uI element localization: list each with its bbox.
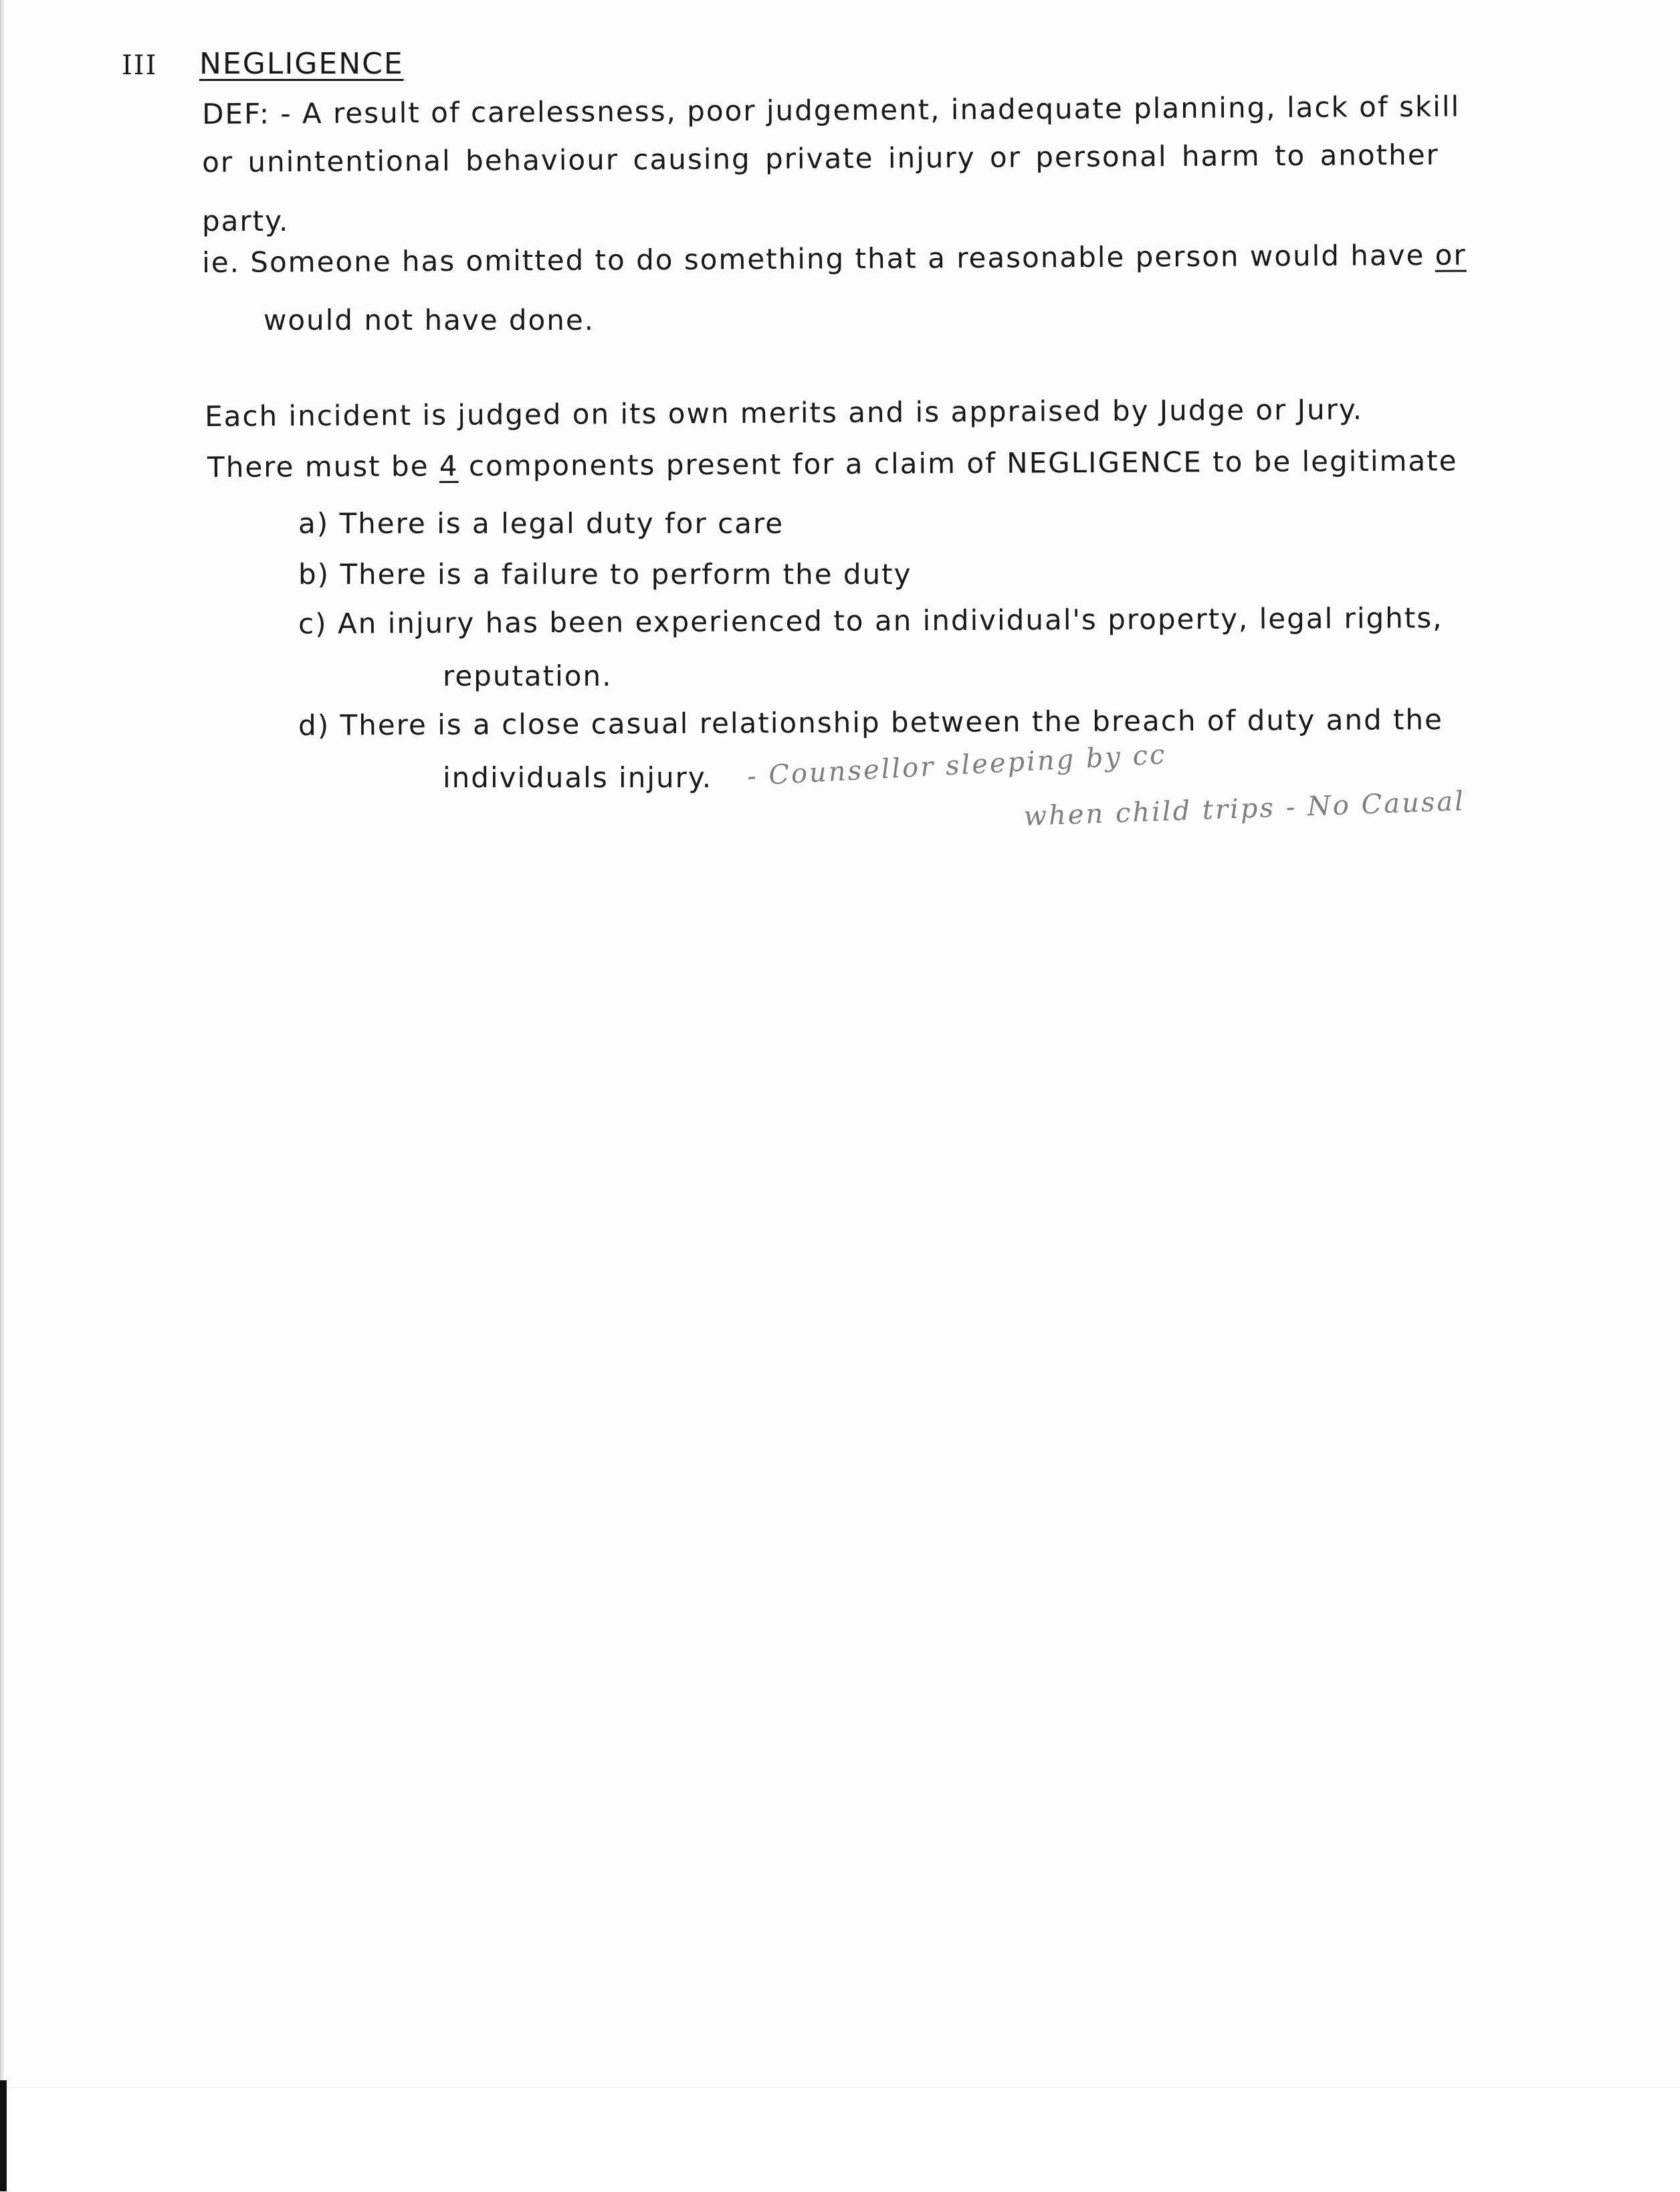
component-c-continued: reputation. [443, 660, 613, 692]
judged-line-2-end: components present for a claim of NEGLIGENCE to be legitimate [458, 444, 1458, 483]
definition-line-2: or unintentional behaviour causing private injury or personal harm to another [201, 138, 1440, 179]
judged-line-2 [207, 444, 1458, 484]
ie-or-underlined: or [1435, 238, 1467, 272]
section-number: III [122, 50, 158, 81]
scan-edge [0, 0, 4, 2191]
component-c: c) An injury has been experienced to an individual's property, legal rights, [298, 601, 1443, 640]
handwritten-note-line-2: when child trips - No Causal [1023, 785, 1466, 832]
component-a: a) There is a legal duty for care [298, 507, 784, 540]
ie-line-2: would not have done. [264, 304, 595, 336]
definition-line-3: party. [202, 205, 290, 237]
ie-line-1 [201, 238, 1467, 279]
component-d-continued: individuals injury. [443, 761, 713, 794]
component-b: b) There is a failure to perform the duty [298, 558, 912, 591]
judged-line-2-start: There must be [207, 450, 439, 484]
section-title: NEGLIGENCE [199, 47, 404, 81]
definition-line-1: DEF: - A result of carelessness, poor judgement, inadequate planning, lack of skill [201, 90, 1461, 130]
ie-line-1-text: ie. Someone has omitted to do something that a reasonable person would have [201, 238, 1435, 279]
scan-binding-mark [0, 2080, 7, 2191]
components-count: 4 [439, 450, 459, 483]
handwritten-note-line-1: - Counsellor sleeping by cc [746, 739, 1168, 792]
page-bottom-margin [0, 2087, 1680, 2192]
judged-line-1: Each incident is judged on its own merits and is appraised by Judge or Jury. [204, 393, 1364, 433]
component-d: d) There is a close casual relationship between the breach of duty and the [298, 703, 1444, 742]
